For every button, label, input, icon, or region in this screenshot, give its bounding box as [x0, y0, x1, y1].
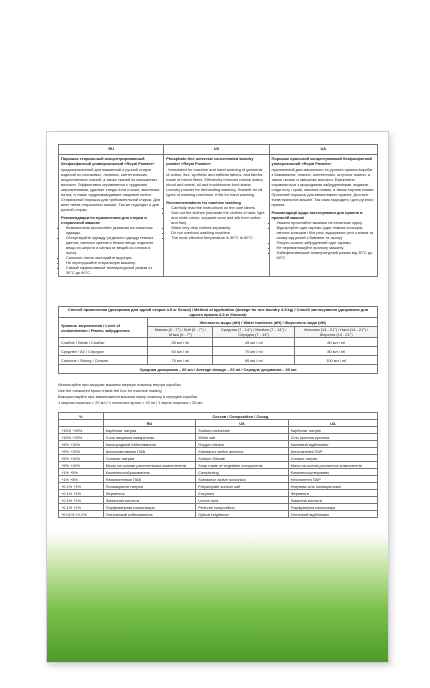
- ua-step: • Уважно прочитайте вказівки на етикетках одягу.: [277, 220, 375, 225]
- composition-row: [59, 497, 378, 504]
- ingredient-ua: Карбонат натрію: [288, 427, 377, 434]
- usage-notes: [58, 382, 378, 406]
- hardness-medium: Средняя (7 - 14°) / Medium (7 - 14°) / Середня (7 - 14°): [213, 327, 295, 338]
- composition-percent: +0.1% +1%: [59, 497, 104, 504]
- application-table: [58, 306, 378, 374]
- ingredient-us: Substance active nonionica: [196, 476, 289, 483]
- ingredient-ua: Комплексоутворювач: [288, 469, 377, 476]
- composition-col-us: US: [196, 420, 289, 427]
- ingredient-ru: Мыло на основе растительных компонентов: [103, 462, 196, 469]
- ingredient-us: Complexing: [196, 469, 289, 476]
- composition-percent: +0.01% +0.1%: [59, 511, 104, 518]
- dosage-row-strong: [59, 356, 378, 365]
- composition-row: [59, 455, 378, 462]
- contamination-level-label: Уровень загрязнения / Level of contamination / Рівень забруднення: [59, 318, 148, 338]
- us-step: • Wash very dirty clothes separately.: [171, 225, 266, 230]
- ingredient-ua: Кисневий відбілювач: [288, 441, 377, 448]
- ingredient-ua: Аніонактивні ПАР: [288, 448, 377, 455]
- dosage-cell: 35 мл / ml: [148, 338, 213, 347]
- ua-body: призначений для машинного та ручного прання виробів з бавовняних, лляних, синтетичних, штучних тканин, а також тканин із змішаних волокон. Ефективно справляється з природними забрудненнями, видаляє сліди поту і крові, масляні плями, а також харчові плями. Пральний порошок для вимогливого прання. Для всіх типів пральних машин. Так само підходить і для ручного прання.: [271, 167, 375, 207]
- application-header-row: [59, 307, 378, 318]
- ua-step: • Найефективніший температурний режим від 30°С до 60°С.: [277, 250, 375, 260]
- ingredient-us: Substance active anionica: [196, 448, 289, 455]
- composition-row: [59, 483, 378, 490]
- column-header-ru: RU: [59, 145, 164, 155]
- usage-line: 1 мерная ложечка = 20 мл / 1 measured spoon = 20 ml / 1 мірна ложечка = 20 мл: [58, 400, 203, 405]
- ua-title: Порошок пральний концентрований безфосфатний універсальний «Royal Powder»: [271, 156, 372, 166]
- level-strong: Сильное / Strong / Сильне: [59, 356, 148, 365]
- usage-line: Use the measured spoon inside the box for machine loading: [58, 388, 162, 393]
- ingredient-us: Sodium carbonate: [196, 427, 289, 434]
- ingredient-ru: Парфюмерная композиция: [103, 504, 196, 511]
- ru-column: [59, 155, 164, 277]
- ingredient-ru: Карбонат натрия: [103, 427, 196, 434]
- ingredient-us: Sodium Silicate: [196, 455, 289, 462]
- ingredient-us: Soap made of vegetable components: [196, 462, 289, 469]
- application-header: Способ применения (дозировка для одной стирки 4-5 кг белья) / Method of application (dosage for one laundry 4-5 kg) / Спосіб застосування (дозування для одного прання 4-5 кг білизни): [59, 307, 378, 318]
- composition-row: [59, 441, 378, 448]
- ru-step: • Не перегружайте стиральную машину.: [66, 260, 161, 265]
- ru-heading: Рекомендации по применению для стирки в стиральной машине: [61, 215, 147, 225]
- composition-row: [59, 462, 378, 469]
- dosage-cell: 80 мл / ml: [295, 347, 378, 356]
- ingredient-ru: Силикат натрия: [103, 455, 196, 462]
- composition-row: [59, 427, 378, 434]
- us-column: [164, 155, 269, 277]
- composition-blank: [59, 420, 104, 427]
- composition-col-ru: RU: [103, 420, 196, 427]
- dosage-cell: 60 мл / ml: [295, 338, 378, 347]
- dosage-cell: 75 мл / ml: [148, 356, 213, 365]
- ingredient-ru: Оптический отбеливатель: [103, 511, 196, 518]
- dosage-cell: 70 мл / ml: [213, 347, 295, 356]
- ingredient-ua: Ферменти: [288, 490, 377, 497]
- composition-row: [59, 490, 378, 497]
- usage-line: Використовуйте при завантаженні машини мірну ложечку в середині коробки: [58, 394, 198, 399]
- usage-line: Используйте при загрузке машины мерную ложечку внутри коробки: [58, 382, 181, 387]
- ingredient-us: Polyacrylate sodium salt: [196, 483, 289, 490]
- average-dosage-row: [59, 365, 378, 374]
- ua-step: • Не перевантажуйте пральну машину.: [277, 245, 375, 250]
- ingredient-us: Enzymes: [196, 490, 289, 497]
- ingredient-ua: Натрієва сіль поліакрилової: [288, 483, 377, 490]
- composition-percent: +1% +5%: [59, 476, 104, 483]
- us-title: Phosphate-free universal concentrated laundry powder «Royal Powder»: [166, 156, 254, 166]
- ingredient-us: Optical brightener: [196, 511, 289, 518]
- ingredient-ua: Мило на основі рослинних компонентів: [288, 462, 377, 469]
- ua-step: • Перуть сильно забруднений одяг окремо.: [277, 240, 375, 245]
- us-steps: [166, 205, 266, 240]
- composition-table: [58, 412, 378, 518]
- composition-percent: +0.1% +1%: [59, 504, 104, 511]
- dosage-row-weak: [59, 338, 378, 347]
- water-hardness-label: Жесткость воды (dH) / Water hardness (dH) / Жорсткість води (dH): [148, 318, 378, 327]
- ingredient-ua: Сіль кухонна кухонна: [288, 434, 377, 441]
- ingredient-us: White salt: [196, 434, 289, 441]
- column-header-ua: UA: [269, 145, 377, 155]
- composition-row: [59, 434, 378, 441]
- ingredient-ua: Парфумерна композиція: [288, 504, 377, 511]
- ingredient-us: Perfume composition: [196, 504, 289, 511]
- green-gradient-background: [47, 532, 388, 662]
- hardness-soft: Мягкая (0 - 7°) / Soft (0 - 7°) / М'яка (0 - 7°): [148, 327, 213, 338]
- ru-steps: [61, 225, 161, 275]
- us-step: • Carefully read the instructions on the care labels.: [171, 205, 266, 210]
- dosage-cell: 90 мл / ml: [213, 356, 295, 365]
- ingredient-ua: Силікат натрію: [288, 455, 377, 462]
- ingredient-ru: Соль пищевая поваренная: [103, 434, 196, 441]
- description-table: [58, 144, 378, 277]
- average-dosage: Средняя дозировка – 60 мл / Average dosage – 60 ml / Середнє дозування – 60 мл: [59, 365, 378, 374]
- language-header-row: [59, 145, 378, 155]
- ingredient-ru: Кислородный отбеливатель: [103, 441, 196, 448]
- product-instruction-sheet: [46, 131, 389, 663]
- composition-row: [59, 469, 378, 476]
- ru-body: предназначенный для машинной и ручной стирки изделий из хлопковых, льняных, синтетических, искусственных тканей, а также тканей из смешанных волокон. Эффективно справляется с трудными загрязнениями, удаляет следы пота и кожи, масляные пятна, а также трудновыводимые пищевые пятна. Стиральный порошок для требовательной стирки. Для всех типов стиральных машин. Так же подходит и для ручной стирки.: [61, 167, 161, 212]
- composition-percent: +5% +15%: [59, 455, 104, 462]
- composition-percent: +15% +30%: [59, 427, 104, 434]
- us-heading: Recommendations for machine washing: [166, 200, 241, 205]
- us-step: • Do not overload washing machine.: [171, 230, 266, 235]
- ingredient-ua: Неіоногенні ПАР: [288, 476, 377, 483]
- composition-percent: +5% +15%: [59, 441, 104, 448]
- composition-row: [59, 511, 378, 518]
- us-body: , formulated for machine and hand washing of garments of cotton, flax, synthetic and artificial fabrics, and fabrics made of mixed fibers. Effectively removes natural stains, blood and sweat, oil and troublesome food stains. Laundry powder for demanding washing. Suitable for all types of washing machines. It fits for hand washing.: [166, 167, 264, 197]
- composition-percent: +5% +15%: [59, 448, 104, 455]
- dosage-cell: 45 мл / ml: [213, 338, 295, 347]
- composition-title-row: [59, 413, 378, 420]
- dosage-cell: 50 мл / ml: [148, 347, 213, 356]
- ru-step: • Сильные пятна застирайте вручную.: [66, 255, 161, 260]
- ua-column: [269, 155, 377, 277]
- level-weak: Слабое / Weak / Слабке: [59, 338, 148, 347]
- ingredient-ru: Анионоактивные ПАВ: [103, 448, 196, 455]
- composition-percent: +5% +15%: [59, 462, 104, 469]
- composition-title: Состав / Composition / Склад: [103, 413, 377, 420]
- level-average: Среднее / AV / Середнє: [59, 347, 148, 356]
- us-step: • Sort out the clothes (separate the clothes of dark, light and white colors, separate wool and silk from cotton and flax).: [171, 210, 266, 225]
- dosage-row-average: [59, 347, 378, 356]
- ingredient-ua: Оптичний відбілювач: [288, 511, 377, 518]
- composition-row: [59, 476, 378, 483]
- composition-percent: +0.1% +1%: [59, 490, 104, 497]
- composition-percent: +1% +5%: [59, 469, 104, 476]
- hardness-hard: Жесткая (14 - 21°) / Hard (14 - 21°) / Жорстка (14 - 21°): [295, 327, 378, 338]
- ingredient-us: Oxygen bleach: [196, 441, 289, 448]
- ingredient-ru: Неионогенные ПАВ: [103, 476, 196, 483]
- ua-heading: Рекомендації щодо застосування для прання в пральній машині: [271, 210, 363, 220]
- column-header-us: US: [164, 145, 269, 155]
- ingredient-us: Lemon acid: [196, 497, 289, 504]
- composition-language-row: [59, 420, 378, 427]
- ingredient-ru: Ферменты: [103, 490, 196, 497]
- ingredient-ru: Комплексообразователь: [103, 469, 196, 476]
- composition-row: [59, 504, 378, 511]
- us-step: • The most effective temperature is 30°C to 60°C.: [171, 235, 266, 240]
- composition-col-ua: UA: [288, 420, 377, 427]
- ua-steps: [272, 220, 375, 260]
- ua-step: • Відсортуйте одяг окремо (одяг темних кольорів, світлих кольорів і білі речі; відокремте речі з вовни та шовку від речей з бавовни та льону).: [277, 225, 375, 240]
- description-row: [59, 155, 378, 277]
- ru-title: Порошок стиральный концентрированный бесфосфатный универсальный «Royal Powder»: [61, 156, 155, 166]
- ingredient-ru: Лимонная кислота: [103, 497, 196, 504]
- composition-percent: +15% +30%: [59, 434, 104, 441]
- ru-step: • Внимательно прочитайте указания на этикетках одежды.: [66, 225, 161, 235]
- composition-percent: +0.1% +1%: [59, 483, 104, 490]
- ingredient-ua: Лимонна кислота: [288, 497, 377, 504]
- ru-step: • Отсортируйте одежду (отдельно одежду темных цветов, светлых цветов и белые вещи; отделите вещи из шерсти и шелка от вещей из хлопка и льна).: [66, 235, 161, 255]
- ingredient-ru: Полиакрилат натрия: [103, 483, 196, 490]
- ru-step: • Самый эффективный температурный режим от 30°С до 60°С.: [66, 265, 161, 275]
- composition-row: [59, 448, 378, 455]
- dosage-cell: 100 мл / ml: [295, 356, 378, 365]
- hardness-label-row: [59, 318, 378, 327]
- percent-label: %: [59, 413, 104, 420]
